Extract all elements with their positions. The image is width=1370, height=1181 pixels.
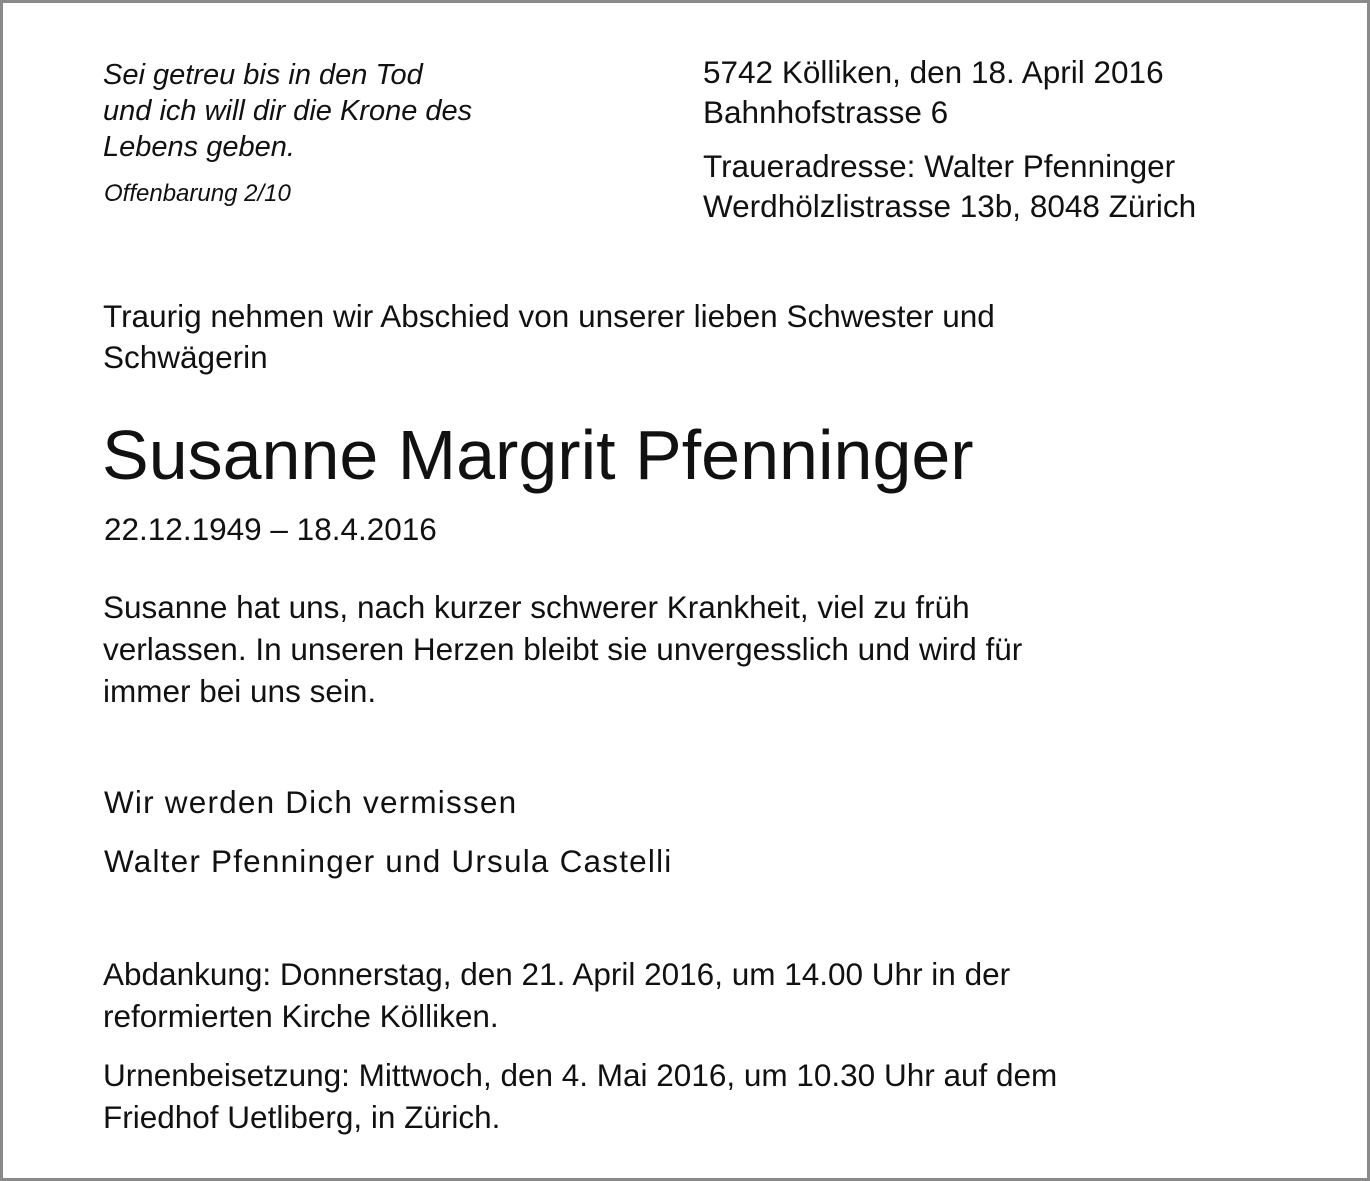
verse-reference: Offenbarung 2/10: [104, 180, 291, 207]
service-line: Urnenbeisetzung: Mittwoch, den 4. Mai 2016, um 10.30 Uhr auf dem: [103, 1057, 1058, 1093]
verse-line: Sei getreu bis in den Tod: [103, 59, 423, 91]
verse-line: und ich will dir die Krone des: [103, 95, 473, 127]
service-line: Friedhof Uetliberg, in Zürich.: [103, 1099, 501, 1135]
life-dates: 22.12.1949 – 18.4.2016: [104, 511, 437, 547]
intro-line: Traurig nehmen wir Abschied von unserer lieben Schwester und: [103, 298, 995, 334]
address-block: [703, 52, 1196, 226]
deceased-name: Susanne Margrit Pfenninger: [102, 416, 974, 494]
intro-line: Schwägerin: [103, 339, 268, 375]
service-line: reformierten Kirche Kölliken.: [103, 998, 499, 1034]
mourning-address-name: Traueradresse: Walter Pfenninger: [703, 148, 1176, 184]
intro-text: [103, 296, 1253, 378]
closing-line: Wir werden Dich vermissen: [104, 784, 518, 820]
signers: Walter Pfenninger und Ursula Castelli: [104, 843, 673, 879]
memorial-message: [103, 586, 1022, 712]
message-line: immer bei uns sein.: [103, 673, 377, 709]
verse-line: Lebens geben.: [103, 131, 295, 163]
service-line: Abdankung: Donnerstag, den 21. April 2016, um 14.00 Uhr in der: [103, 956, 1011, 992]
place-date: 5742 Kölliken, den 18. April 2016: [703, 54, 1164, 90]
street-address: Bahnhofstrasse 6: [703, 94, 949, 130]
message-line: verlassen. In unseren Herzen bleibt sie unvergesslich und wird für: [103, 631, 1023, 667]
urn-burial-info: [103, 1054, 1057, 1138]
message-line: Susanne hat uns, nach kurzer schwerer Krankheit, viel zu früh: [103, 589, 970, 625]
bible-verse: [103, 57, 623, 165]
mourning-address-street: Werdhölzlistrasse 13b, 8048 Zürich: [703, 188, 1197, 224]
funeral-service-info: [103, 953, 1010, 1037]
address-spacer: [703, 132, 1196, 146]
